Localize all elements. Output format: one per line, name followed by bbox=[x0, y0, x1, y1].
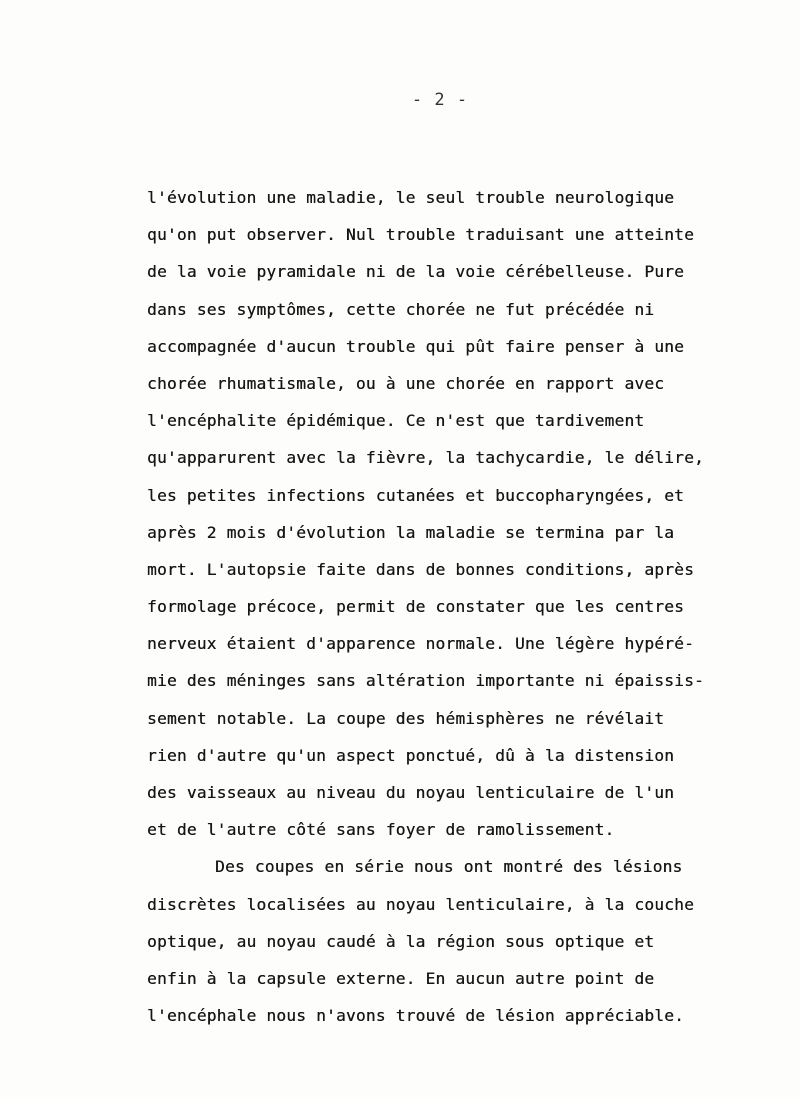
text-line: qu'on put observer. Nul trouble traduisant une atteinte bbox=[147, 225, 695, 245]
text-line: formolage précoce, permit de constater que les centres bbox=[147, 597, 685, 617]
text-line: mie des méninges sans altération importante ni épaissis- bbox=[147, 671, 704, 691]
text-line: de la voie pyramidale ni de la voie cérébelleuse. Pure bbox=[147, 262, 685, 282]
text-line: l'encéphalite épidémique. Ce n'est que tardivement bbox=[147, 411, 645, 431]
paragraph-start-line: Des coupes en série nous ont montré des lésions bbox=[215, 857, 683, 877]
body-text bbox=[147, 183, 787, 1038]
text-line: des vaisseaux au niveau du noyau lenticulaire de l'un bbox=[147, 783, 675, 802]
text-line: chorée rhumatismale, ou à une chorée en rapport avec bbox=[147, 373, 665, 393]
text-line: rien d'autre qu'un aspect ponctué, dû à la distension bbox=[147, 745, 675, 765]
text-line: dans ses symptômes, cette chorée ne fut précédée ni bbox=[147, 299, 655, 319]
page-number: - 2 - bbox=[411, 90, 469, 110]
text-line: l'encéphale nous n'avons trouvé de lésion appréciable. bbox=[147, 1006, 685, 1026]
text-line: qu'apparurent avec la fièvre, la tachycardie, le délire, bbox=[147, 448, 704, 468]
text-line: les petites infections cutanées et buccopharyngées, et bbox=[147, 485, 685, 505]
text-line: et de l'autre côté sans foyer de ramolissement. bbox=[147, 820, 615, 840]
text-line: enfin à la capsule externe. En aucun autre point de bbox=[147, 968, 655, 988]
text-line: l'évolution une maladie, le seul trouble neurologique bbox=[147, 188, 675, 207]
text-line: après 2 mois d'évolution la maladie se termina par la bbox=[147, 522, 675, 542]
text-line: mort. L'autopsie faite dans de bonnes conditions, après bbox=[147, 559, 695, 579]
text-line: nerveux étaient d'apparence normale. Une légère hypéré- bbox=[147, 634, 695, 654]
text-line: optique, au noyau caudé à la région sous optique et bbox=[147, 931, 655, 951]
text-line: accompagnée d'aucun trouble qui pût faire penser à une bbox=[147, 336, 685, 356]
text-line: sement notable. La coupe des hémisphères ne révélait bbox=[147, 708, 665, 728]
text-line: discrètes localisées au noyau lenticulaire, à la couche bbox=[147, 894, 695, 914]
